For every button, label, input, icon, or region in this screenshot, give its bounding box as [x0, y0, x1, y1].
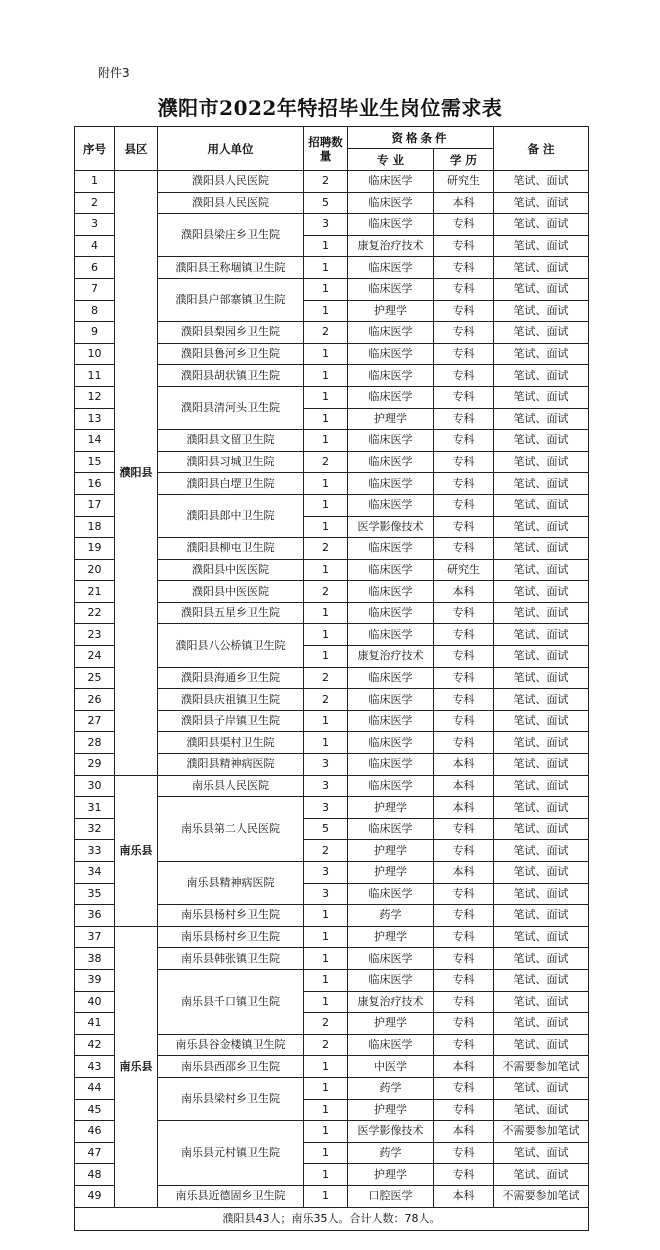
- cell-major: 临床医学: [348, 818, 434, 840]
- cell-count: 3: [304, 214, 348, 236]
- cell-seq: 45: [75, 1099, 115, 1121]
- summary-text: 濮阳县43人；南乐35人。合计人数：78人。: [75, 1207, 589, 1230]
- cell-note: 笔试、面试: [494, 451, 589, 473]
- cell-note: 笔试、面试: [494, 538, 589, 560]
- cell-note: 笔试、面试: [494, 581, 589, 603]
- cell-note: 笔试、面试: [494, 343, 589, 365]
- cell-note: 笔试、面试: [494, 883, 589, 905]
- cell-unit: 濮阳县精神病医院: [158, 754, 304, 776]
- cell-unit: 濮阳县王称堌镇卫生院: [158, 257, 304, 279]
- table-row: [75, 926, 589, 948]
- cell-county: 濮阳县: [115, 171, 158, 776]
- cell-unit: 南乐县第二人民医院: [158, 797, 304, 862]
- cell-degree: 专科: [434, 538, 494, 560]
- cell-note: 笔试、面试: [494, 991, 589, 1013]
- cell-count: 1: [304, 1164, 348, 1186]
- cell-seq: 15: [75, 451, 115, 473]
- cell-degree: 专科: [434, 883, 494, 905]
- cell-count: 1: [304, 905, 348, 927]
- cell-degree: 专科: [434, 991, 494, 1013]
- cell-major: 护理学: [348, 300, 434, 322]
- cell-county: 南乐县: [115, 926, 158, 1207]
- cell-note: 笔试、面试: [494, 840, 589, 862]
- cell-unit: 南乐县人民医院: [158, 775, 304, 797]
- cell-count: 1: [304, 948, 348, 970]
- cell-note: 笔试、面试: [494, 689, 589, 711]
- cell-note: 笔试、面试: [494, 386, 589, 408]
- cell-major: 护理学: [348, 797, 434, 819]
- cell-seq: 16: [75, 473, 115, 495]
- cell-degree: 专科: [434, 905, 494, 927]
- cell-degree: 专科: [434, 689, 494, 711]
- cell-major: 护理学: [348, 1013, 434, 1035]
- cell-note: 笔试、面试: [494, 667, 589, 689]
- cell-major: 临床医学: [348, 581, 434, 603]
- cell-seq: 29: [75, 754, 115, 776]
- cell-seq: 41: [75, 1013, 115, 1035]
- cell-unit: 濮阳县白堽卫生院: [158, 473, 304, 495]
- cell-major: 临床医学: [348, 559, 434, 581]
- cell-count: 3: [304, 775, 348, 797]
- cell-major: 临床医学: [348, 322, 434, 344]
- cell-degree: 本科: [434, 192, 494, 214]
- cell-note: 笔试、面试: [494, 646, 589, 668]
- cell-count: 1: [304, 710, 348, 732]
- cell-degree: 专科: [434, 451, 494, 473]
- cell-county: 南乐县: [115, 775, 158, 926]
- cell-note: 笔试、面试: [494, 257, 589, 279]
- cell-seq: 2: [75, 192, 115, 214]
- cell-major: 护理学: [348, 1099, 434, 1121]
- cell-count: 1: [304, 408, 348, 430]
- cell-degree: 专科: [434, 926, 494, 948]
- cell-count: 1: [304, 624, 348, 646]
- cell-degree: 专科: [434, 235, 494, 257]
- cell-degree: 专科: [434, 1142, 494, 1164]
- cell-degree: 专科: [434, 1034, 494, 1056]
- cell-major: 医学影像技术: [348, 1121, 434, 1143]
- cell-major: 护理学: [348, 926, 434, 948]
- cell-seq: 32: [75, 818, 115, 840]
- cell-unit: 濮阳县文留卫生院: [158, 430, 304, 452]
- cell-degree: 专科: [434, 1099, 494, 1121]
- cell-seq: 23: [75, 624, 115, 646]
- cell-unit: 濮阳县海通乡卫生院: [158, 667, 304, 689]
- cell-count: 1: [304, 473, 348, 495]
- cell-seq: 11: [75, 365, 115, 387]
- cell-count: 5: [304, 192, 348, 214]
- cell-count: 3: [304, 883, 348, 905]
- cell-degree: 专科: [434, 473, 494, 495]
- cell-note: 笔试、面试: [494, 214, 589, 236]
- cell-count: 2: [304, 171, 348, 193]
- cell-count: 1: [304, 646, 348, 668]
- cell-major: 药学: [348, 1142, 434, 1164]
- cell-major: 护理学: [348, 408, 434, 430]
- cell-seq: 4: [75, 235, 115, 257]
- cell-major: 临床医学: [348, 948, 434, 970]
- cell-seq: 48: [75, 1164, 115, 1186]
- header-major: 专 业: [348, 149, 434, 171]
- cell-note: 不需要参加笔试: [494, 1056, 589, 1078]
- cell-count: 1: [304, 257, 348, 279]
- cell-seq: 30: [75, 775, 115, 797]
- cell-count: 2: [304, 1013, 348, 1035]
- cell-note: 笔试、面试: [494, 171, 589, 193]
- cell-count: 1: [304, 386, 348, 408]
- cell-degree: 本科: [434, 862, 494, 884]
- recruitment-table: [74, 126, 589, 1231]
- cell-unit: 濮阳县柳屯卫生院: [158, 538, 304, 560]
- cell-note: 笔试、面试: [494, 969, 589, 991]
- cell-count: 1: [304, 1077, 348, 1099]
- cell-degree: 专科: [434, 710, 494, 732]
- cell-note: 笔试、面试: [494, 473, 589, 495]
- cell-note: 笔试、面试: [494, 1013, 589, 1035]
- cell-unit: 南乐县西邵乡卫生院: [158, 1056, 304, 1078]
- cell-major: 临床医学: [348, 257, 434, 279]
- cell-seq: 42: [75, 1034, 115, 1056]
- cell-major: 临床医学: [348, 883, 434, 905]
- cell-count: 1: [304, 278, 348, 300]
- header-county: 县区: [115, 127, 158, 171]
- cell-major: 临床医学: [348, 667, 434, 689]
- cell-seq: 34: [75, 862, 115, 884]
- cell-unit: 濮阳县郎中卫生院: [158, 494, 304, 537]
- cell-major: 药学: [348, 905, 434, 927]
- cell-major: 临床医学: [348, 214, 434, 236]
- cell-count: 1: [304, 343, 348, 365]
- cell-seq: 36: [75, 905, 115, 927]
- header-qualification: 资格条件: [348, 127, 494, 149]
- cell-seq: 31: [75, 797, 115, 819]
- cell-degree: 本科: [434, 1121, 494, 1143]
- cell-count: 1: [304, 602, 348, 624]
- cell-seq: 9: [75, 322, 115, 344]
- cell-seq: 19: [75, 538, 115, 560]
- cell-degree: 本科: [434, 754, 494, 776]
- cell-unit: 濮阳县中医医院: [158, 581, 304, 603]
- cell-note: 不需要参加笔试: [494, 1121, 589, 1143]
- cell-seq: 47: [75, 1142, 115, 1164]
- cell-note: 笔试、面试: [494, 1164, 589, 1186]
- cell-degree: 专科: [434, 365, 494, 387]
- cell-unit: 南乐县元村镇卫生院: [158, 1121, 304, 1186]
- cell-degree: 本科: [434, 775, 494, 797]
- cell-seq: 10: [75, 343, 115, 365]
- cell-seq: 46: [75, 1121, 115, 1143]
- cell-unit: 南乐县谷金楼镇卫生院: [158, 1034, 304, 1056]
- cell-degree: 专科: [434, 386, 494, 408]
- cell-major: 临床医学: [348, 624, 434, 646]
- cell-degree: 专科: [434, 624, 494, 646]
- cell-count: 1: [304, 1099, 348, 1121]
- cell-major: 临床医学: [348, 451, 434, 473]
- cell-degree: 专科: [434, 516, 494, 538]
- table-row: [75, 775, 589, 797]
- cell-degree: 专科: [434, 430, 494, 452]
- table-body: [75, 171, 589, 1231]
- header-seq: 序号: [75, 127, 115, 171]
- cell-unit: 濮阳县庆祖镇卫生院: [158, 689, 304, 711]
- cell-seq: 26: [75, 689, 115, 711]
- cell-unit: 濮阳县清河头卫生院: [158, 386, 304, 429]
- cell-note: 笔试、面试: [494, 365, 589, 387]
- cell-degree: 专科: [434, 602, 494, 624]
- cell-seq: 12: [75, 386, 115, 408]
- cell-note: 笔试、面试: [494, 1142, 589, 1164]
- cell-note: 笔试、面试: [494, 775, 589, 797]
- cell-seq: 20: [75, 559, 115, 581]
- cell-unit: 南乐县梁村乡卫生院: [158, 1077, 304, 1120]
- cell-major: 临床医学: [348, 689, 434, 711]
- cell-seq: 37: [75, 926, 115, 948]
- cell-degree: 专科: [434, 840, 494, 862]
- cell-count: 1: [304, 1056, 348, 1078]
- cell-unit: 濮阳县渠村卫生院: [158, 732, 304, 754]
- cell-major: 临床医学: [348, 430, 434, 452]
- cell-degree: 专科: [434, 278, 494, 300]
- cell-note: 笔试、面试: [494, 278, 589, 300]
- cell-seq: 14: [75, 430, 115, 452]
- cell-major: 临床医学: [348, 494, 434, 516]
- cell-seq: 3: [75, 214, 115, 236]
- cell-seq: 22: [75, 602, 115, 624]
- cell-degree: 本科: [434, 797, 494, 819]
- cell-note: 笔试、面试: [494, 602, 589, 624]
- cell-seq: 35: [75, 883, 115, 905]
- cell-major: 中医学: [348, 1056, 434, 1078]
- header-degree: 学 历: [434, 149, 494, 171]
- cell-count: 1: [304, 365, 348, 387]
- cell-note: 笔试、面试: [494, 710, 589, 732]
- cell-degree: 研究生: [434, 559, 494, 581]
- cell-major: 临床医学: [348, 732, 434, 754]
- cell-count: 1: [304, 1142, 348, 1164]
- cell-degree: 专科: [434, 818, 494, 840]
- cell-major: 临床医学: [348, 365, 434, 387]
- cell-note: 笔试、面试: [494, 559, 589, 581]
- cell-note: 笔试、面试: [494, 754, 589, 776]
- cell-unit: 濮阳县胡状镇卫生院: [158, 365, 304, 387]
- cell-seq: 43: [75, 1056, 115, 1078]
- cell-unit: 南乐县千口镇卫生院: [158, 969, 304, 1034]
- cell-degree: 专科: [434, 1077, 494, 1099]
- cell-major: 临床医学: [348, 1034, 434, 1056]
- cell-note: 笔试、面试: [494, 1099, 589, 1121]
- cell-count: 1: [304, 1185, 348, 1207]
- attachment-label: 附件3: [98, 66, 130, 80]
- cell-major: 临床医学: [348, 171, 434, 193]
- cell-count: 1: [304, 1121, 348, 1143]
- cell-count: 1: [304, 235, 348, 257]
- cell-major: 临床医学: [348, 710, 434, 732]
- cell-unit: 濮阳县户部寨镇卫生院: [158, 278, 304, 321]
- cell-degree: 专科: [434, 667, 494, 689]
- cell-count: 5: [304, 818, 348, 840]
- cell-seq: 39: [75, 969, 115, 991]
- cell-unit: 南乐县精神病医院: [158, 862, 304, 905]
- cell-count: 2: [304, 840, 348, 862]
- cell-unit: 濮阳县子岸镇卫生院: [158, 710, 304, 732]
- cell-count: 2: [304, 1034, 348, 1056]
- cell-major: 药学: [348, 1077, 434, 1099]
- cell-count: 1: [304, 969, 348, 991]
- cell-note: 笔试、面试: [494, 494, 589, 516]
- cell-note: 笔试、面试: [494, 192, 589, 214]
- cell-note: 笔试、面试: [494, 235, 589, 257]
- cell-seq: 8: [75, 300, 115, 322]
- cell-note: 笔试、面试: [494, 818, 589, 840]
- cell-seq: 25: [75, 667, 115, 689]
- cell-degree: 专科: [434, 257, 494, 279]
- cell-degree: 专科: [434, 646, 494, 668]
- cell-degree: 专科: [434, 322, 494, 344]
- cell-seq: 1: [75, 171, 115, 193]
- cell-seq: 17: [75, 494, 115, 516]
- header-note: 备 注: [494, 127, 589, 171]
- cell-count: 3: [304, 754, 348, 776]
- cell-degree: 研究生: [434, 171, 494, 193]
- cell-note: 笔试、面试: [494, 322, 589, 344]
- cell-seq: 33: [75, 840, 115, 862]
- cell-count: 3: [304, 862, 348, 884]
- cell-unit: 濮阳县人民医院: [158, 192, 304, 214]
- cell-seq: 40: [75, 991, 115, 1013]
- cell-major: 医学影像技术: [348, 516, 434, 538]
- cell-note: 笔试、面试: [494, 430, 589, 452]
- cell-note: 笔试、面试: [494, 1034, 589, 1056]
- cell-unit: 濮阳县鲁河乡卫生院: [158, 343, 304, 365]
- cell-unit: 南乐县韩张镇卫生院: [158, 948, 304, 970]
- cell-major: 护理学: [348, 862, 434, 884]
- table-row: [75, 171, 589, 193]
- page-title: 濮阳市2022年特招毕业生岗位需求表: [157, 96, 503, 120]
- cell-seq: 6: [75, 257, 115, 279]
- cell-count: 1: [304, 300, 348, 322]
- cell-major: 临床医学: [348, 969, 434, 991]
- cell-seq: 13: [75, 408, 115, 430]
- cell-degree: 专科: [434, 214, 494, 236]
- cell-note: 笔试、面试: [494, 408, 589, 430]
- cell-degree: 本科: [434, 1056, 494, 1078]
- cell-count: 2: [304, 689, 348, 711]
- cell-note: 笔试、面试: [494, 300, 589, 322]
- cell-unit: 南乐县杨村乡卫生院: [158, 926, 304, 948]
- cell-count: 1: [304, 926, 348, 948]
- cell-major: 护理学: [348, 1164, 434, 1186]
- cell-unit: 濮阳县习城卫生院: [158, 451, 304, 473]
- cell-note: 笔试、面试: [494, 926, 589, 948]
- cell-note: 笔试、面试: [494, 732, 589, 754]
- cell-degree: 专科: [434, 732, 494, 754]
- cell-unit: 濮阳县梨园乡卫生院: [158, 322, 304, 344]
- cell-seq: 27: [75, 710, 115, 732]
- cell-unit: 南乐县近德固乡卫生院: [158, 1185, 304, 1207]
- cell-count: 1: [304, 732, 348, 754]
- cell-count: 1: [304, 991, 348, 1013]
- cell-degree: 专科: [434, 948, 494, 970]
- cell-major: 临床医学: [348, 754, 434, 776]
- cell-note: 笔试、面试: [494, 948, 589, 970]
- cell-major: 临床医学: [348, 192, 434, 214]
- cell-seq: 24: [75, 646, 115, 668]
- cell-degree: 专科: [434, 969, 494, 991]
- cell-note: 笔试、面试: [494, 1077, 589, 1099]
- cell-seq: 44: [75, 1077, 115, 1099]
- cell-degree: 本科: [434, 581, 494, 603]
- cell-count: 2: [304, 667, 348, 689]
- cell-major: 临床医学: [348, 602, 434, 624]
- cell-degree: 专科: [434, 408, 494, 430]
- cell-count: 1: [304, 516, 348, 538]
- cell-major: 口腔医学: [348, 1185, 434, 1207]
- cell-seq: 49: [75, 1185, 115, 1207]
- cell-major: 康复治疗技术: [348, 646, 434, 668]
- cell-seq: 18: [75, 516, 115, 538]
- header-count: 招聘数量: [304, 127, 348, 171]
- cell-note: 不需要参加笔试: [494, 1185, 589, 1207]
- cell-unit: 濮阳县五星乡卫生院: [158, 602, 304, 624]
- cell-count: 2: [304, 538, 348, 560]
- cell-degree: 专科: [434, 343, 494, 365]
- cell-major: 临床医学: [348, 278, 434, 300]
- header-unit: 用人单位: [158, 127, 304, 171]
- summary-row: [75, 1207, 589, 1230]
- cell-unit: 南乐县杨村乡卫生院: [158, 905, 304, 927]
- cell-unit: 濮阳县人民医院: [158, 171, 304, 193]
- cell-count: 2: [304, 451, 348, 473]
- cell-major: 临床医学: [348, 538, 434, 560]
- cell-major: 护理学: [348, 840, 434, 862]
- cell-unit: 濮阳县梁庄乡卫生院: [158, 214, 304, 257]
- cell-major: 康复治疗技术: [348, 235, 434, 257]
- cell-degree: 本科: [434, 1185, 494, 1207]
- cell-count: 1: [304, 559, 348, 581]
- cell-major: 临床医学: [348, 386, 434, 408]
- cell-seq: 21: [75, 581, 115, 603]
- cell-note: 笔试、面试: [494, 624, 589, 646]
- cell-unit: 濮阳县八公桥镇卫生院: [158, 624, 304, 667]
- cell-note: 笔试、面试: [494, 516, 589, 538]
- cell-major: 临床医学: [348, 343, 434, 365]
- cell-note: 笔试、面试: [494, 797, 589, 819]
- cell-count: 2: [304, 581, 348, 603]
- cell-note: 笔试、面试: [494, 862, 589, 884]
- cell-degree: 专科: [434, 300, 494, 322]
- cell-seq: 38: [75, 948, 115, 970]
- cell-major: 临床医学: [348, 473, 434, 495]
- cell-major: 康复治疗技术: [348, 991, 434, 1013]
- cell-degree: 专科: [434, 1013, 494, 1035]
- cell-major: 临床医学: [348, 775, 434, 797]
- cell-count: 3: [304, 797, 348, 819]
- cell-count: 1: [304, 430, 348, 452]
- cell-seq: 7: [75, 278, 115, 300]
- cell-count: 2: [304, 322, 348, 344]
- cell-degree: 专科: [434, 1164, 494, 1186]
- cell-degree: 专科: [434, 494, 494, 516]
- cell-unit: 濮阳县中医医院: [158, 559, 304, 581]
- cell-count: 1: [304, 494, 348, 516]
- cell-seq: 28: [75, 732, 115, 754]
- cell-note: 笔试、面试: [494, 905, 589, 927]
